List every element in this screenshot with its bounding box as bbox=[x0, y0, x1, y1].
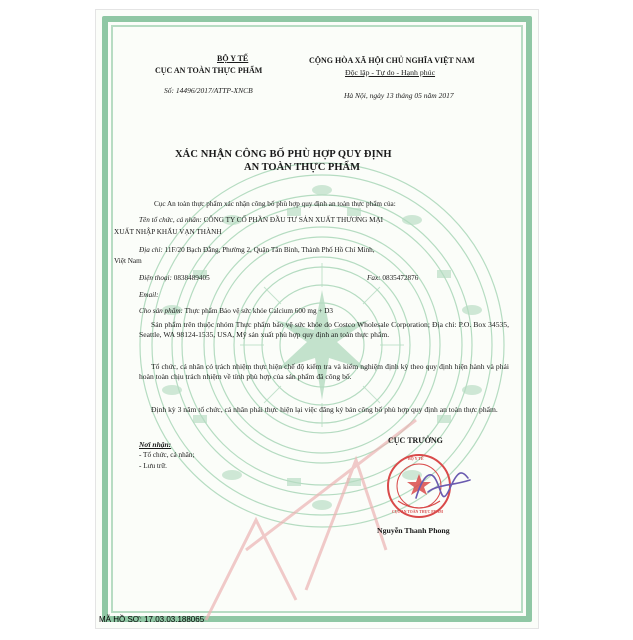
phone-label: Điện thoại: bbox=[139, 274, 172, 282]
record-number: MÃ HỒ SƠ: 17.03.03.188065 bbox=[99, 615, 205, 624]
recipient-item: - Lưu trữ. bbox=[139, 462, 167, 470]
renewal-paragraph: Định kỳ 3 năm tổ chức, cá nhân phải thực hiện lại việc đăng ký bản công bố phù hợp quy định an toàn thực phẩm. bbox=[151, 405, 498, 414]
certificate-title-line-1: XÁC NHẬN CÔNG BỐ PHÙ HỢP QUY ĐỊNH bbox=[175, 149, 392, 160]
ministry-name: BỘ Y TẾ bbox=[217, 54, 249, 63]
country-name: CỘNG HÒA XÃ HỘI CHỦ NGHĨA VIỆT NAM bbox=[309, 56, 475, 65]
phone-value: 0838489405 bbox=[173, 274, 210, 282]
signer-name: Nguyễn Thanh Phong bbox=[377, 526, 450, 535]
organization-name-line-1: CÔNG TY CỔ PHẦN ĐẦU TƯ SẢN XUẤT THƯƠNG MẠI bbox=[203, 216, 384, 224]
fax-label: Fax: bbox=[367, 274, 381, 282]
product-name: Thực phẩm Bảo vệ sức khỏe Calcium 600 mg + D3 bbox=[184, 307, 333, 315]
document-number: Số: 14496/2017/ATTP-XNCB bbox=[164, 86, 253, 95]
signer-position: CỤC TRƯỞNG bbox=[388, 436, 443, 445]
recipients-title: Nơi nhận: bbox=[139, 440, 172, 449]
address-line-2: Việt Nam bbox=[114, 257, 142, 265]
address-label: Địa chỉ: bbox=[139, 246, 163, 254]
department-name: CỤC AN TOÀN THỰC PHẨM bbox=[155, 66, 263, 75]
recipient-item: - Tổ chức, cá nhân; bbox=[139, 451, 195, 459]
address-line-1: 11F/20 Bạch Đằng, Phường 2, Quận Tân Bình, Thành Phố Hồ Chí Minh, bbox=[164, 246, 375, 254]
certificate-title-line-2: AN TOÀN THỰC PHẨM bbox=[244, 162, 360, 173]
handwritten-signature bbox=[408, 458, 478, 518]
certificate-content bbox=[96, 10, 538, 628]
intro-text: Cục An toàn thực phẩm xác nhận công bố phù hợp quy định an toàn thực phẩm của: bbox=[154, 200, 396, 208]
issue-date: Hà Nội, ngày 13 tháng 05 năm 2017 bbox=[344, 91, 454, 100]
stamp-top-text: BỘ Y TẾ bbox=[408, 456, 424, 461]
email-label: Email: bbox=[139, 291, 159, 299]
national-motto: Độc lập - Tự do - Hạnh phúc bbox=[345, 68, 436, 77]
stamp-bottom-text: CỤC AN TOÀN THỰC PHẨM bbox=[392, 510, 443, 514]
manufacturer-paragraph: Sản phẩm trên thuộc nhóm Thực phẩm bảo vệ sức khỏe do Costco Wholesale Corporation; Địa chỉ: P.O. Box 34535, Seattle, WA 98124-1535, USA, Mỹ sản xuất phù hợp quy định an toàn thực phẩm. bbox=[139, 320, 509, 339]
product-label: Cho sản phẩm: bbox=[139, 307, 183, 315]
organization-label: Tên tổ chức, cá nhân: bbox=[139, 216, 202, 224]
certificate-page bbox=[96, 10, 538, 628]
fax-value: 0835472876 bbox=[382, 274, 419, 282]
responsibility-paragraph: Tổ chức, cá nhân có trách nhiệm thực hiện chế độ kiểm tra và kiểm nghiệm định kỳ theo quy định hiện hành và phải hoàn toàn chịu trách nhiệm về tính phù hợp của sản phẩm đã công bố. bbox=[139, 362, 509, 381]
organization-name-line-2: XUẤT NHẬP KHẨU VẠN THÀNH bbox=[114, 228, 222, 236]
